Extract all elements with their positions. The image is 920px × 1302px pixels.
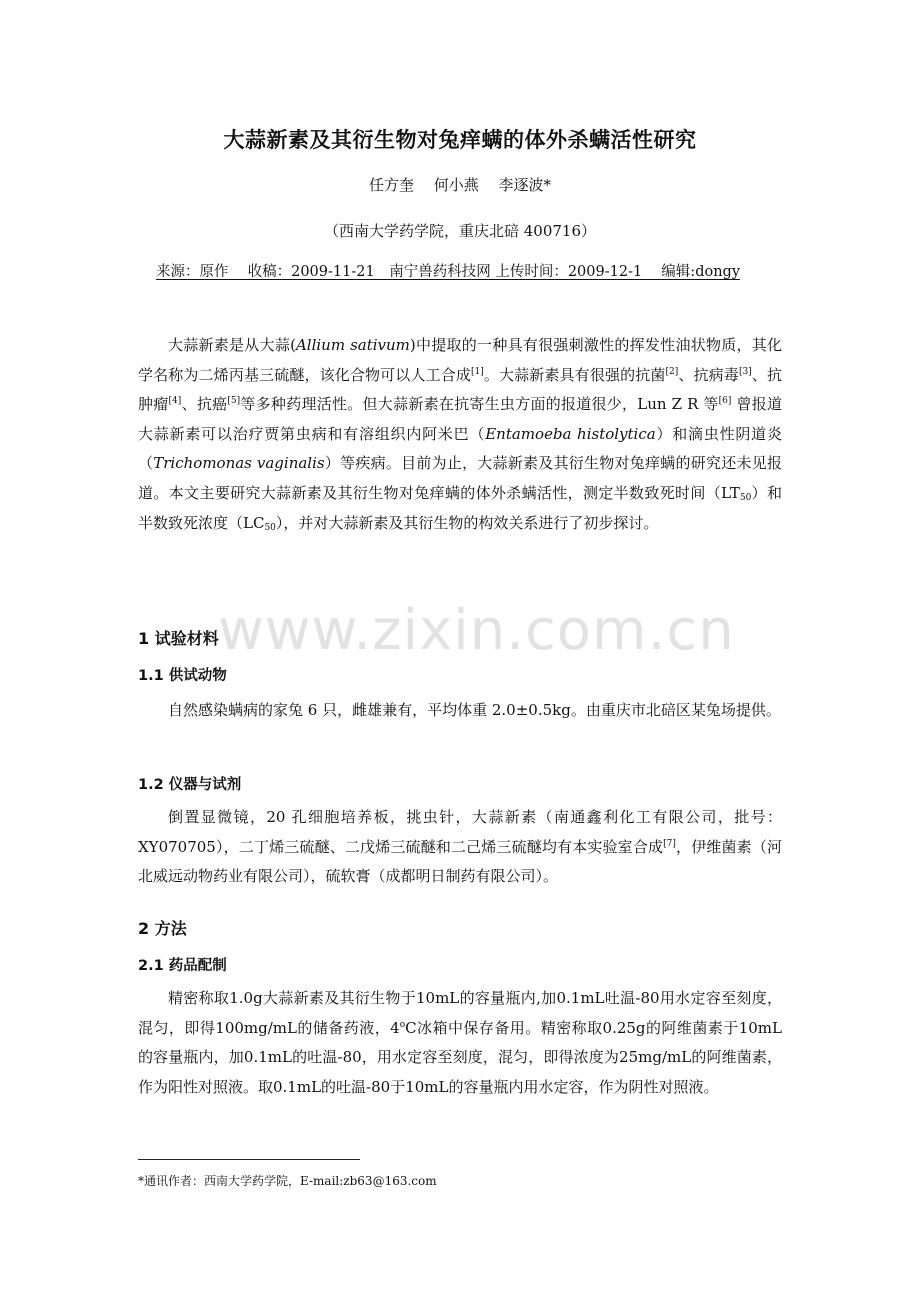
reagents-paragraph: 倒置显微镜，20 孔细胞培养板，挑虫针，大蒜新素（南通鑫利化工有限公司，批号：XY070705），二丁烯三硫醚、二戊烯三硫醚和二己烯三硫醚均有本实验室合成[7]，伊维菌素（河北威远动物药业有限公司），硫软膏（成都明日制药有限公司）。 (138, 808, 782, 886)
animals-paragraph: 自然感染螨病的家兔 6 只，雌雄兼有，平均体重 2.0±0.5kg。由重庆市北碚区某兔场提供。 (168, 701, 781, 719)
subsection-heading: 1.1 供试动物 (138, 668, 227, 684)
source-line: 来源：原作 收稿：2009-11-21 南宁兽药科技网 上传时间：2009-12-1 编辑:dongy (156, 264, 741, 280)
citation: [1] (470, 366, 484, 377)
affiliation: （西南大学药学院，重庆北碚 400716） (323, 222, 597, 240)
footnote-divider (138, 1159, 360, 1160)
latin-name: Entamoeba histolytica (485, 424, 656, 443)
latin-name: Allium sativum (295, 336, 410, 354)
preparation-paragraph: 精密称取1.0g大蒜新素及其衍生物于10mL的容量瓶内,加0.1mL吐温-80用水定容至刻度，混匀，即得100mg/mL的储备药液，4$^o$C冰箱中保存备用。精密称取0.25g的阿维菌素于10mL的容量瓶内，加0.1mL的吐温-80，用水定容至刻度，混匀，即得浓度为25mg/mL的阿维菌素，作为阳性对照液。取0.1mL的吐温-80于10mL的容量瓶内用水定容，作为阴性对照液。 (138, 989, 782, 1096)
author-list: 任方奎 何小燕 李逐波* (368, 176, 552, 194)
section-heading: 2 方法 (138, 919, 187, 938)
subsection-heading: 1.2 仪器与试剂 (138, 777, 242, 793)
latin-name: Trichomonas vaginalis (153, 454, 325, 473)
citation: [5] (227, 396, 241, 407)
citation: [4] (168, 396, 182, 407)
paper-title: 大蒜新素及其衍生物对兔痒螨的体外杀螨活性研究 (223, 128, 697, 152)
watermark: www.zixin.com.cn (218, 598, 735, 663)
citation: [6] (718, 396, 732, 407)
footnote: *通讯作者：西南大学药学院，E-mail:zb63@163.com (138, 1174, 437, 1188)
citation: [3] (738, 366, 752, 377)
intro-paragraph: 大蒜新素是从大蒜(Allium sativum)中提取的一种具有很强刺激性的挥发性油状物质，其化学名称为二烯丙基三硫醚，该化合物可以人工合成[1]。大蒜新素具有很强的抗菌[2]、抗病毒[3]、抗肿瘤[4]、抗癌[5]等多种药理活性。但大蒜新素在抗寄生虫方面的报道很少，Lun Z R 等[6] 曾报道大蒜新素可以治疗贾第虫病和有溶组织内阿米巴（Entamoeba histolytica）和滴虫性阴道炎（Trichomonas vaginalis）等疾病。目前为止，大蒜新素及其衍生物对兔痒螨的研究还未见报道。本文主要研究大蒜新素及其衍生物对兔痒螨的体外杀螨活性，测定半数致死时间$(LT_{50})$和半数致死浓度$(LC_{50})$，并对大蒜新素及其衍生物的构效关系进行了初步探讨。 (138, 336, 782, 533)
section-heading: 1 试验材料 (138, 629, 219, 648)
subsection-heading: 2.1 药品配制 (138, 958, 227, 974)
citation: [2] (665, 366, 679, 377)
citation: [7] (663, 838, 676, 849)
